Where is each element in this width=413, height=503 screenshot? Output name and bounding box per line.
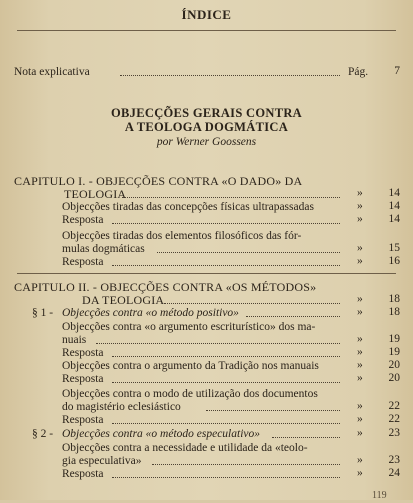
leader-dots xyxy=(206,410,340,411)
ditto-mark: » xyxy=(357,400,363,412)
entry-text: Objecções contra o modo de utilização dos documentos xyxy=(62,388,318,400)
leader-dots xyxy=(157,252,340,253)
entry-text: Resposta xyxy=(62,347,104,359)
section-1-title: Objecções contra «o método positivo» xyxy=(62,307,239,319)
section-2-title: Objecções contra «o método especulativo» xyxy=(62,428,260,440)
section-title-line1: OBJECÇÕES GERAIS CONTRA xyxy=(111,106,302,120)
chapter-1-title-line2: TEOLOGIA xyxy=(64,187,127,201)
page-number: 20 xyxy=(388,372,400,384)
chapter-1-title-line1: CAPITULO I. - OBJECÇÕES CONTRA «O DADO» DA xyxy=(14,174,303,188)
ditto-mark: » xyxy=(357,359,363,371)
entry-text: Resposta xyxy=(62,214,104,226)
page-number: 24 xyxy=(388,467,400,479)
chapter-2-title-line2: DA TEOLOGIA xyxy=(82,293,165,307)
leader-dots xyxy=(152,464,340,465)
page-number: 7 xyxy=(394,65,400,77)
section-author: por Werner Goossens xyxy=(156,136,257,148)
leader-dots xyxy=(112,382,340,383)
chapter-divider xyxy=(17,273,396,274)
page-number: 16 xyxy=(388,255,400,267)
entry-text: Resposta xyxy=(62,414,104,426)
entry-text-continued: do magistério eclesiástico xyxy=(62,401,181,413)
ditto-mark: » xyxy=(357,293,363,305)
leader-dots xyxy=(122,197,340,198)
entry-text-continued: gia especulativa» xyxy=(62,455,142,467)
leader-dots xyxy=(164,303,340,304)
ditto-mark: » xyxy=(357,346,363,358)
entry-text: Resposta xyxy=(62,373,104,385)
leader-dots xyxy=(112,477,340,478)
page-folio: 119 xyxy=(372,490,387,501)
leader-dots xyxy=(246,316,340,317)
page-number: 23 xyxy=(388,427,400,439)
ditto-mark: » xyxy=(357,454,363,466)
ditto-mark: » xyxy=(357,413,363,425)
entry-text: Objecções tiradas dos elementos filosóficos das fór- xyxy=(62,230,302,242)
page-number: 19 xyxy=(388,333,400,345)
page-number: 15 xyxy=(388,242,400,254)
leader-dots xyxy=(112,356,340,357)
top-rule xyxy=(17,30,396,31)
ditto-mark: » xyxy=(357,255,363,267)
entry-text-continued: nuais xyxy=(62,334,87,346)
note-label: Nota explicativa xyxy=(14,66,90,78)
entry-text-continued: mulas dogmáticas xyxy=(62,243,145,255)
ditto-mark: » xyxy=(357,242,363,254)
ditto-mark: » xyxy=(357,372,363,384)
index-heading: ÍNDICE xyxy=(181,7,232,22)
page-number: 14 xyxy=(388,187,400,199)
leader-dots xyxy=(96,343,340,344)
ditto-mark: » xyxy=(357,306,363,318)
page-number: 19 xyxy=(388,346,400,358)
ditto-mark: » xyxy=(357,333,363,345)
page-number: 14 xyxy=(388,200,400,212)
ditto-mark: » xyxy=(357,187,363,199)
page-number: 23 xyxy=(388,454,400,466)
entry-text: Objecções contra o argumento da Tradição nos manuais xyxy=(62,360,319,372)
pag-label: Pág. xyxy=(348,66,369,78)
leader-dots xyxy=(120,75,340,76)
ditto-mark: » xyxy=(357,467,363,479)
entry-text: Resposta xyxy=(62,256,104,268)
leader-dots xyxy=(112,423,340,424)
leader-dots xyxy=(272,437,340,438)
page-number: 18 xyxy=(388,306,400,318)
page-number: 14 xyxy=(388,213,400,225)
chapter-2-title-line1: CAPITULO II. - OBJECÇÕES CONTRA «OS MÉTODOS» xyxy=(14,280,317,294)
entry-text: Resposta xyxy=(62,468,104,480)
section-1-label: § 1 - xyxy=(32,307,54,319)
section-2-label: § 2 - xyxy=(32,428,54,440)
ditto-mark: » xyxy=(357,213,363,225)
ditto-mark: » xyxy=(357,427,363,439)
ditto-mark: » xyxy=(357,200,363,212)
entry-text: Objecções contra a necessidade e utilidade da «teolo- xyxy=(62,442,308,454)
page-number: 22 xyxy=(388,400,400,412)
entry-text: Objecções contra «o argumento escriturístico» dos ma- xyxy=(62,321,316,333)
page-number: 22 xyxy=(388,413,400,425)
page-number: 18 xyxy=(388,293,400,305)
page-number: 20 xyxy=(388,359,400,371)
leader-dots xyxy=(112,265,340,266)
entry-text: Objecções tiradas das concepções físicas ultrapassadas xyxy=(62,201,314,213)
leader-dots xyxy=(112,223,340,224)
section-title-line2: A TEOLOGA DOGMÁTICA xyxy=(124,120,289,134)
